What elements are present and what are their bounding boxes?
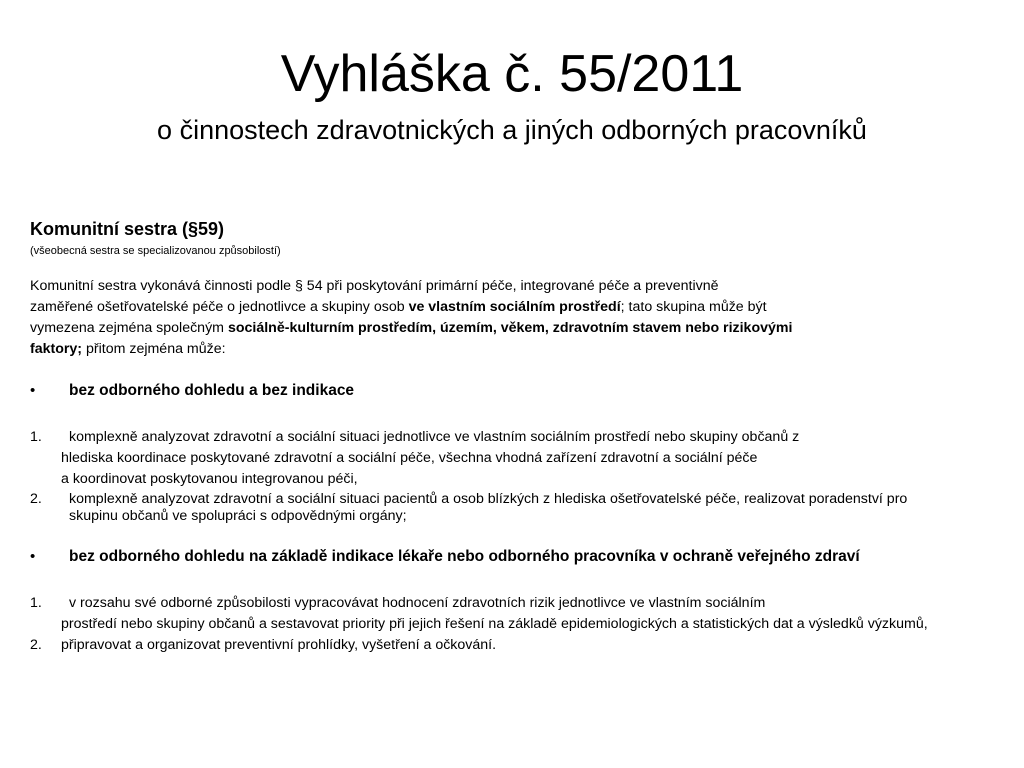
list-1-item-2-number: 2.: [30, 491, 42, 507]
bullet-1-text: bez odborného dohledu a bez indikace: [69, 382, 355, 399]
list-1-item-1-line-2: hlediska koordinace poskytované zdravotní a sociální péče, všechna vhodná zařízení zdravotní a sociální péče: [61, 450, 758, 466]
list-1-item-2-line-2: skupinu občanů ve spolupráci s odpovědnými orgány;: [69, 508, 407, 524]
intro-line-2-c: ; tato skupina může být: [620, 299, 767, 315]
list-1-item-2-line-1: komplexně analyzovat zdravotní a sociální situaci pacientů a osob blízkých z hlediska ošetřovatelské péče, realizovat poradenství pro: [69, 491, 908, 507]
intro-line-3-bold: sociálně-kulturním prostředím, územím, věkem, zdravotním stavem nebo rizikovými: [227, 320, 793, 336]
list-2-item-2-number: 2.: [30, 637, 42, 653]
list-2-item-2-line-1: připravovat a organizovat preventivní prohlídky, vyšetření a očkování.: [61, 637, 497, 653]
intro-line-4: [30, 340, 226, 358]
intro-line-3-a: vymezena zejména společným: [30, 320, 228, 336]
bullet-2-mark: •: [30, 548, 36, 565]
list-1-item-1-line-3: a koordinovat poskytovanou integrovanou péči,: [61, 471, 358, 487]
list-1-item-1-line-1: komplexně analyzovat zdravotní a sociální situaci jednotlivce ve vlastním sociálním prostředí nebo skupiny občanů z: [69, 429, 800, 445]
slide-subtitle: o činnostech zdravotnických a jiných odborných pracovníků: [157, 115, 867, 145]
list-2-item-1-number: 1.: [30, 595, 42, 611]
slide-title: Vyhláška č. 55/2011: [280, 45, 744, 103]
intro-line-1: Komunitní sestra vykonává činnosti podle § 54 při poskytování primární péče, integrované péče a preventivně: [30, 278, 719, 294]
intro-line-2: [30, 298, 767, 316]
intro-line-4-b: přitom zejména může:: [82, 341, 226, 357]
intro-line-2-a: zaměřené ošetřovatelské péče o jednotlivce a skupiny osob: [30, 299, 409, 315]
intro-line-2-bold: ve vlastním sociálním prostředí: [408, 299, 621, 315]
bullet-2-text: bez odborného dohledu na základě indikace lékaře nebo odborného pracovníka v ochraně veřejného zdraví: [69, 548, 860, 565]
section-heading: Komunitní sestra (§59): [30, 219, 225, 239]
section-note: (všeobecná sestra se specializovanou způsobilostí): [30, 245, 281, 257]
list-1-item-1-number: 1.: [30, 429, 42, 445]
list-2-item-1-line-2: prostředí nebo skupiny občanů a sestavovat priority při jejich řešení na základě epidemiologických a statistických dat a výsledků výzkumů,: [61, 616, 928, 632]
intro-line-3: [30, 319, 792, 337]
list-2-item-1-line-1: v rozsahu své odborné způsobilosti vypracovávat hodnocení zdravotních rizik jednotlivce ve vlastním sociálním: [69, 595, 766, 611]
bullet-1-mark: •: [30, 382, 36, 399]
intro-line-4-bold: faktory;: [30, 341, 83, 357]
